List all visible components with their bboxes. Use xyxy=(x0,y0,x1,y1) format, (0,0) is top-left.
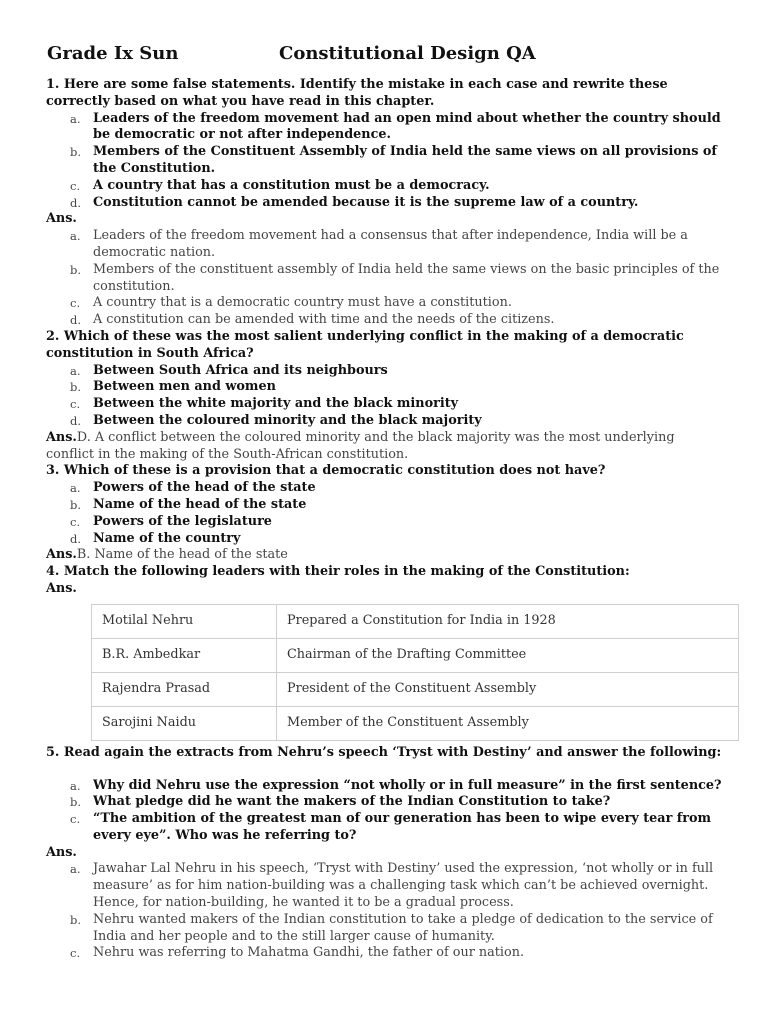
title-subject: Constitutional Design QA xyxy=(279,43,536,64)
option-item: b. What pledge did he want the makers of the Indian Constitution to take? xyxy=(70,794,611,810)
question-1-answers xyxy=(46,228,726,329)
leader-cell: Sarojini Naidu xyxy=(92,706,277,740)
option-item: d. Between the coloured minority and the black majority xyxy=(70,412,482,428)
question-3: 3. Which of these is a provision that a democratic constitution does not have? xyxy=(46,463,606,479)
question-5: 5. Read again the extracts from Nehru’s speech ‘Tryst with Destiny’ and answer the following: xyxy=(46,744,722,760)
table-row xyxy=(92,638,739,672)
answer-item: a. Leaders of the freedom movement had a consensus that after independence, India will be a democratic nation. xyxy=(70,228,688,260)
option-item: b. Members of the Constituent Assembly of India held the same views on all provisions of the Constitution. xyxy=(70,144,717,176)
leader-cell: Motilal Nehru xyxy=(92,604,277,638)
answer-item: d. A constitution can be amended with time and the needs of the citizens. xyxy=(70,312,555,328)
question-1-options xyxy=(46,111,726,212)
leader-cell: B.R. Ambedkar xyxy=(92,638,277,672)
option-item: a. Leaders of the freedom movement had an open mind about whether the country should be democratic or not after independence. xyxy=(70,110,721,143)
answer-label: Ans. xyxy=(46,844,77,860)
question-3-options xyxy=(46,480,726,547)
answer-item: b. Members of the constituent assembly of India held the same views on the basic principles of the constitution. xyxy=(70,261,720,294)
answer-label: Ans. xyxy=(46,211,77,227)
role-cell: President of the Constituent Assembly xyxy=(277,672,739,706)
answer-item: b. Nehru wanted makers of the Indian constitution to take a pledge of dedication to the service of India and her people and to the still larger cause of humanity. xyxy=(70,911,713,944)
question-5-options xyxy=(46,778,726,845)
leaders-roles-table xyxy=(91,604,739,741)
title-grade: Grade Ix Sun xyxy=(47,43,179,64)
question-2-options xyxy=(46,363,726,430)
option-item: c. “The ambition of the greatest man of our generation has been to wipe every tear from every eye”. Who was he referring to? xyxy=(70,811,712,843)
option-item: a. Why did Nehru use the expression “not wholly or in full measure” in the first sentence? xyxy=(70,777,722,793)
table-row xyxy=(92,672,739,706)
option-item: d. Constitution cannot be amended because it is the supreme law of a country. xyxy=(70,194,639,210)
option-item: b. Between men and women xyxy=(70,379,276,395)
option-item: c. Powers of the legislature xyxy=(70,513,272,529)
question-3-answer: Ans.B. Name of the head of the state xyxy=(46,547,288,563)
question-2: 2. Which of these was the most salient underlying conflict in the making of a democratic constitution in South Africa? xyxy=(46,328,684,361)
leader-cell: Rajendra Prasad xyxy=(92,672,277,706)
question-1: 1. Here are some false statements. Identify the mistake in each case and rewrite these correctly based on what you have read in this chapter. xyxy=(46,77,668,109)
role-cell: Chairman of the Drafting Committee xyxy=(277,638,739,672)
answer-item: c. Nehru was referring to Mahatma Gandhi, the father of our nation. xyxy=(70,945,525,961)
answer-label: Ans. xyxy=(46,580,77,596)
role-cell: Prepared a Constitution for India in 1928 xyxy=(277,604,739,638)
question-2-answer: Ans.D. A conflict between the coloured minority and the black majority was the most underlying conflict in the making of the South-African constitution. xyxy=(46,429,675,462)
option-item: c. Between the white majority and the black minority xyxy=(70,396,459,412)
answer-item: a. Jawahar Lal Nehru in his speech, ‘Tryst with Destiny’ used the expression, ‘not wholly or in full measure’ as for him nation-building was a challenging task which can’t be achieved overnight. Hence, for nation-building, he wanted it to be a gradual process. xyxy=(70,861,714,911)
option-item: a. Between South Africa and its neighbours xyxy=(70,362,388,378)
option-item: b. Name of the head of the state xyxy=(70,496,307,512)
answer-item: c. A country that is a democratic country must have a constitution. xyxy=(70,295,512,311)
table-row xyxy=(92,706,739,740)
question-5-answers xyxy=(46,861,726,962)
question-4: 4. Match the following leaders with their roles in the making of the Constitution: xyxy=(46,564,630,580)
option-item: c. A country that has a constitution must be a democracy. xyxy=(70,177,490,193)
qa-content xyxy=(46,77,726,962)
option-item: d. Name of the country xyxy=(70,530,241,546)
option-item: a. Powers of the head of the state xyxy=(70,480,316,496)
table-row xyxy=(92,604,739,638)
role-cell: Member of the Constituent Assembly xyxy=(277,706,739,740)
